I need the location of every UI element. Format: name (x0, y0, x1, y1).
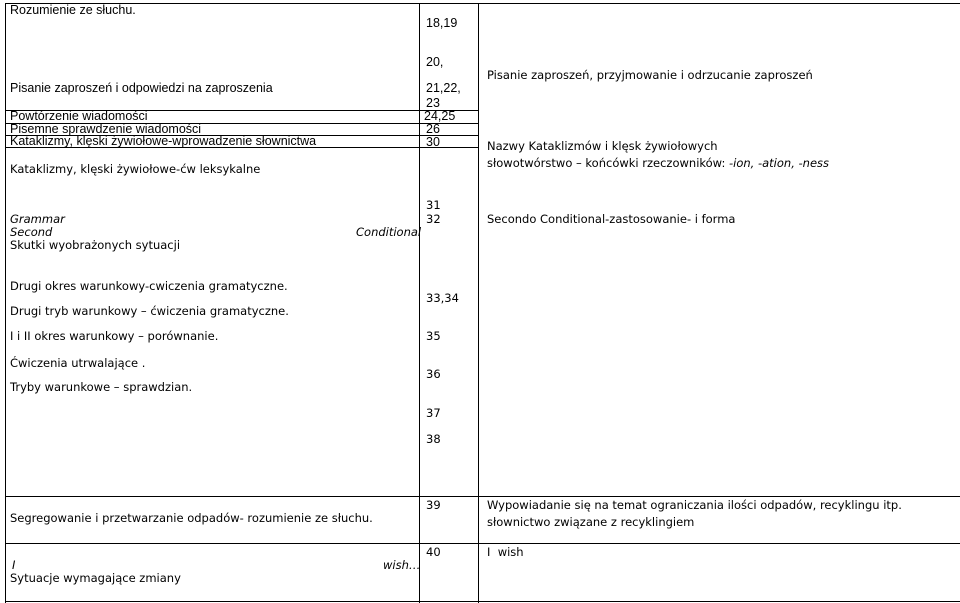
lesson-conditional-test: Tryby warunkowe – sprawdzian. (10, 380, 193, 394)
conditional-label: Conditional (356, 225, 422, 239)
hours-37: 37 (426, 406, 441, 420)
topic-word-formation (487, 157, 829, 170)
hours-23: 23 (426, 96, 440, 110)
row-line (5, 543, 960, 544)
topic-invitations: Pisanie zaproszeń, przyjmowanie i odrzucanie zaproszeń (487, 68, 813, 82)
lesson-second-mode-exercises: Drugi tryb warunkowy – ćwiczenia gramatyczne. (10, 304, 289, 318)
hours-33-34: 33,34 (426, 291, 459, 305)
hours-38: 38 (426, 432, 441, 446)
lesson-waste-listening: Segregowanie i przetwarzanie odpadów- rozumienie ze słuchu. (10, 511, 373, 525)
lesson-imagined-situations: Skutki wyobrażonych sytuacji (10, 238, 181, 252)
header-text: Rozumienie ze słuchu. (10, 3, 136, 17)
bottom-border (5, 601, 960, 602)
word-formation-text: słowotwórstwo – końcówki rzeczowników: (487, 156, 729, 170)
col-divider-2 (478, 3, 479, 603)
lesson-review: Powtórzenie wiadomości (10, 109, 148, 123)
topic-second-conditional: Secondo Conditional-zastosowanie- i forma (487, 212, 736, 226)
hours-40: 40 (426, 545, 441, 559)
second-label: Second (10, 225, 53, 239)
hours-35: 35 (426, 329, 441, 343)
hours-39: 39 (426, 498, 441, 512)
topic-disaster-names: Nazwy Kataklizmów i klęsk żywiołowych (487, 139, 718, 153)
lesson-test: Pisemne sprawdzenie wiadomości (10, 122, 202, 136)
topic-waste-speaking: Wypowiadanie się na temat ograniczania ilości odpadów, recyklingu itp. (487, 498, 902, 512)
col-divider-1 (419, 3, 420, 603)
topic-recycling-vocab: słownictwo związane z recyklingiem (487, 515, 695, 529)
lesson-second-conditional-exercises: Drugi okres warunkowy-cwiczenia gramatyczne. (10, 279, 288, 293)
grammar-label: Grammar (10, 212, 65, 226)
row-line (5, 496, 960, 497)
hours-30: 30 (426, 135, 440, 149)
lesson-changes: Sytuacje wymagające zmiany (10, 571, 181, 585)
hours-21-22: 21,22, (426, 81, 461, 95)
left-border (5, 3, 6, 603)
lesson-disasters-lexical: Kataklizmy, klęski żywiołowe-ćw leksykalne (10, 162, 261, 176)
hours-36: 36 (426, 367, 441, 381)
lesson-comparison: I i II okres warunkowy – porównanie. (10, 329, 219, 343)
lesson-disasters-vocab: Kataklizmy, klęski żywiołowe-wprowadzenie słownictwa (10, 134, 317, 148)
hours-20: 20, (426, 55, 444, 69)
topic-i-wish: I wish (487, 545, 524, 559)
top-border (5, 3, 960, 4)
hours-31: 31 (426, 198, 441, 212)
wish-label: wish… (383, 558, 421, 572)
i-label: I (12, 558, 16, 572)
word-formation-suffixes: -ion, -ation, -ness (728, 156, 829, 170)
lesson-consolidation: Ćwiczenia utrwalające . (10, 356, 146, 370)
hours-18-19: 18,19 (426, 16, 458, 30)
hours-26: 26 (426, 122, 440, 136)
lesson-invitations: Pisanie zaproszeń i odpowiedzi na zaproszenia (10, 81, 273, 95)
hours-24-25: 24,25 (424, 109, 456, 123)
hours-32: 32 (426, 212, 441, 226)
